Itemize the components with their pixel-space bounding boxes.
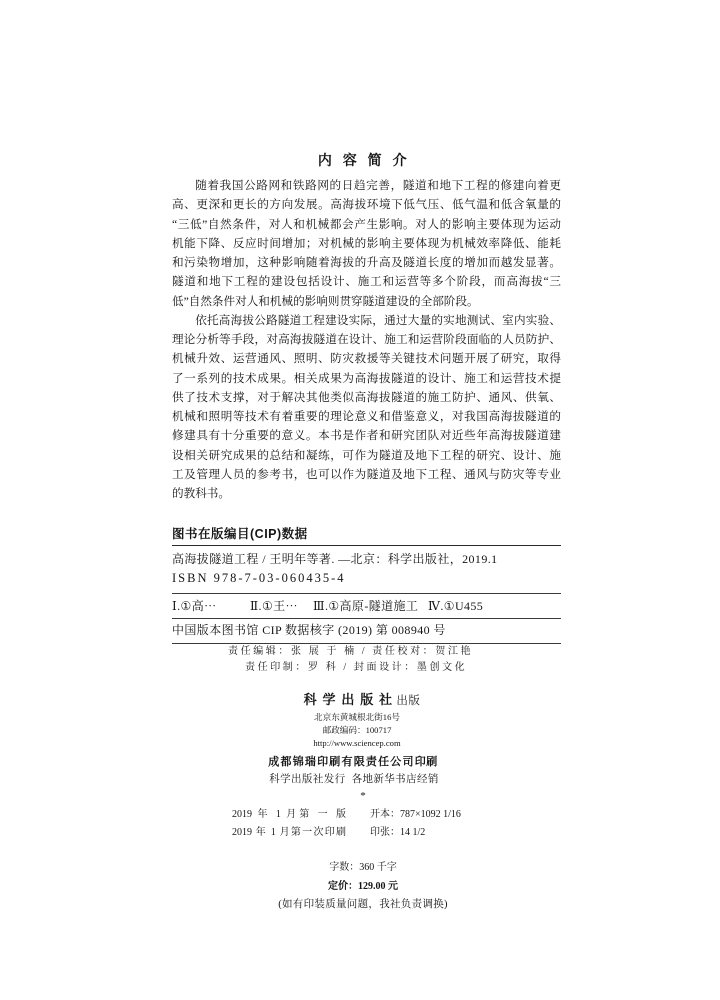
summary-text-line: 高、更深和更长的方向发展。高海拔环境下低气压、低气温和低含氧量的	[172, 198, 561, 212]
publisher-postcode: 邮政编码：100717	[322, 725, 392, 735]
summary-text-line: “三低”自然条件，对人和机械都会产生影响。对人的影响主要体现为运动	[172, 217, 561, 231]
credit-line: 责任印制：罗 科 / 封面设计：墨创文化	[245, 662, 468, 673]
summary-text-line: 机械升效、运营通风、照明、防灾救援等关键技术问题开展了研究，取得	[172, 352, 561, 366]
cip-heading: 图书在版编目(CIP)数据	[172, 526, 561, 546]
edition-row	[232, 806, 494, 824]
summary-text-line: 依托高海拔公路隧道工程建设实际，通过大量的实地测试、室内实验、	[195, 313, 561, 327]
summary-text-line: 和污染物增加，这种影响随着海拔的升高及隧道长度的增加而越发显著。	[172, 256, 561, 269]
cip-isbn: ISBN 978-7-03-060435-4	[172, 571, 346, 585]
summary-text-line: 修建具有十分重要的意义。本书是作者和研究团队对近些年高海拔隧道建	[172, 429, 561, 443]
cip-class-item: Ⅲ.①高原-隧道施工	[313, 599, 419, 613]
word-count: 字数：360 千字	[329, 862, 397, 873]
publisher-name: 科 学 出 版 社	[303, 692, 394, 707]
distribution-line: 科学出版社发行 各地新华书店经销	[269, 774, 439, 785]
summary-text-line: 随着我国公路网和铁路网的日趋完善，隧道和地下工程的修建向着更	[195, 179, 561, 192]
pricing-info	[263, 859, 463, 915]
credit-line: 责任编辑：张 展 于 楠 / 责任校对：贺江艳	[228, 646, 474, 657]
summary-text-line: 的教科书。	[172, 487, 230, 500]
cip-data-block	[172, 526, 561, 644]
edition-format: 印张：14 1/2	[370, 827, 426, 838]
summary-text-line: 低”自然条件对人和机械的影响则贯穿隧道建设的全部阶段。	[172, 294, 479, 308]
cip-title-line: 高海拔隧道工程 / 王明年等著. —北京：科学出版社，2019.1	[172, 552, 498, 566]
printer-imprint	[253, 753, 453, 771]
summary-text-line: 机能下降、反应时间增加；对机械的影响主要体现为机械效率降低、能耗	[172, 236, 561, 250]
summary-text-line: 供了技术支撑，对于解决其他类似高海拔隧道的施工防护、通风、供氧、	[172, 390, 561, 404]
cip-record-row	[172, 546, 561, 594]
edition-row	[232, 824, 494, 842]
cip-class-item: Ⅱ.①王⋯	[250, 599, 298, 613]
publisher-suffix: 出版	[396, 695, 421, 707]
edition-date: 2019 年 1 月第 一 版	[232, 809, 346, 820]
content-summary	[172, 176, 561, 503]
publisher-contact	[257, 711, 457, 750]
separator-asterisk: *	[360, 790, 366, 802]
publisher-address: 北京东黄城根北街16号	[314, 712, 400, 722]
printer-suffix: 印刷	[414, 756, 438, 768]
cip-class-item: Ⅰ.①高⋯	[172, 599, 217, 613]
summary-text-line: 工及管理人员的参考书，也可以作为隧道及地下工程、通风与防灾等专业	[172, 467, 561, 481]
summary-title: 内 容 简 介	[317, 152, 411, 168]
summary-paragraph	[172, 311, 561, 504]
summary-paragraph	[172, 176, 561, 311]
quality-note: (如有印装质量问题，我社负责调换)	[278, 899, 448, 910]
summary-text-line: 机械和照明等技术有着重要的理论意义和借鉴意义，对我国高海拔隧道的	[172, 410, 561, 423]
cip-class-item: Ⅳ.①U455	[428, 599, 484, 613]
editorial-credits	[228, 644, 503, 676]
summary-text-line: 理论分析等手段，对高海拔隧道在设计、施工和运营阶段面临的人员防护、	[172, 333, 561, 346]
printer-name: 成都锦瑞印刷有限责任公司	[268, 756, 415, 768]
summary-text-line: 设相关研究成果的总结和凝练，可作为隧道及地下工程的研究、设计、施	[172, 448, 561, 462]
edition-info	[232, 806, 494, 842]
cip-record-number: 中国版本图书馆 CIP 数据核字 (2019) 第 008940 号	[172, 619, 561, 644]
summary-text-line: 隧道和地下工程的建设包括设计、施工和运营等多个阶段，而高海拔“三	[172, 275, 561, 289]
publisher-imprint	[262, 691, 462, 710]
price: 定价：129.00 元	[328, 880, 398, 892]
summary-text-line: 了一系列的技术成果。相关成果为高海拔隧道的设计、施工和运营技术提	[172, 371, 561, 385]
edition-format: 开本：787×1092 1/16	[370, 809, 461, 820]
edition-date: 2019 年 1 月第一次印刷	[232, 827, 346, 838]
publisher-website: http://www.sciencep.com	[313, 738, 401, 748]
cip-classification	[172, 594, 561, 619]
